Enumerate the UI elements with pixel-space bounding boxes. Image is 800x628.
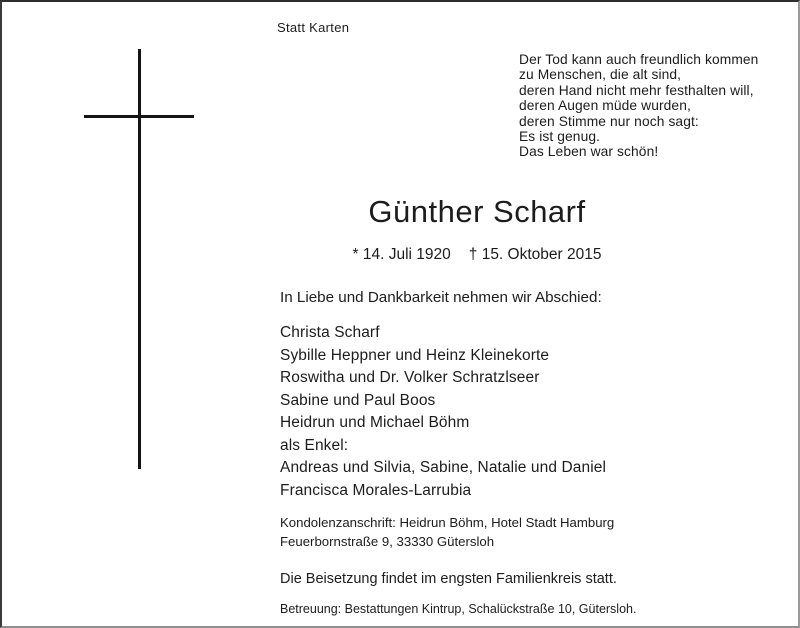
headline-wrap bbox=[282, 195, 672, 229]
burial-notice: Die Beisetzung findet im engsten Familienkreis statt. bbox=[280, 571, 617, 587]
cross-icon bbox=[2, 2, 252, 502]
poem-line: deren Augen müde wurden, bbox=[519, 98, 691, 114]
mourners-list bbox=[280, 322, 606, 502]
mourner-line: Roswitha und Dr. Volker Schratzlseer bbox=[280, 369, 540, 386]
condolence-address bbox=[280, 513, 614, 551]
poem-line: zu Menschen, die alt sind, bbox=[519, 67, 682, 83]
mourner-line: Christa Scharf bbox=[280, 324, 380, 341]
condolence-line: Feuerbornstraße 9, 33330 Gütersloh bbox=[280, 534, 495, 549]
poem-line: deren Hand nicht mehr festhalten will, bbox=[519, 82, 754, 98]
death-date: † 15. Oktober 2015 bbox=[468, 246, 602, 263]
condolence-line: Kondolenzanschrift: Heidrun Böhm, Hotel Stadt Hamburg bbox=[280, 515, 615, 530]
mourner-line: Francisca Morales-Larrubia bbox=[280, 481, 472, 499]
funeral-home-notice: Betreuung: Bestattungen Kintrup, Schalückstraße 10, Gütersloh. bbox=[280, 602, 637, 616]
mourner-line: als Enkel: bbox=[280, 436, 349, 454]
farewell-intro: In Liebe und Dankbarkeit nehmen wir Abschied: bbox=[280, 289, 602, 306]
statt-karten-label: Statt Karten bbox=[277, 20, 350, 35]
poem-line: deren Stimme nur noch sagt: bbox=[519, 113, 699, 129]
life-dates bbox=[282, 246, 672, 264]
poem-line: Es ist genug. bbox=[519, 129, 601, 145]
mourner-line: Sabine und Paul Boos bbox=[280, 391, 436, 409]
mourner-line: Heidrun und Michael Böhm bbox=[280, 414, 470, 431]
cross-horizontal-bar bbox=[84, 115, 194, 118]
mourner-line: Sybille Heppner und Heinz Kleinekorte bbox=[280, 346, 550, 364]
deceased-name: Günther Scharf bbox=[368, 194, 586, 229]
mourner-line: Andreas und Silvia, Sabine, Natalie und Daniel bbox=[280, 459, 606, 476]
poem-line: Das Leben war schön! bbox=[519, 144, 659, 160]
cross-vertical-bar bbox=[138, 49, 141, 469]
birth-date: * 14. Juli 1920 bbox=[352, 246, 451, 263]
poem-line: Der Tod kann auch freundlich kommen bbox=[519, 52, 759, 67]
memorial-poem bbox=[519, 52, 758, 160]
